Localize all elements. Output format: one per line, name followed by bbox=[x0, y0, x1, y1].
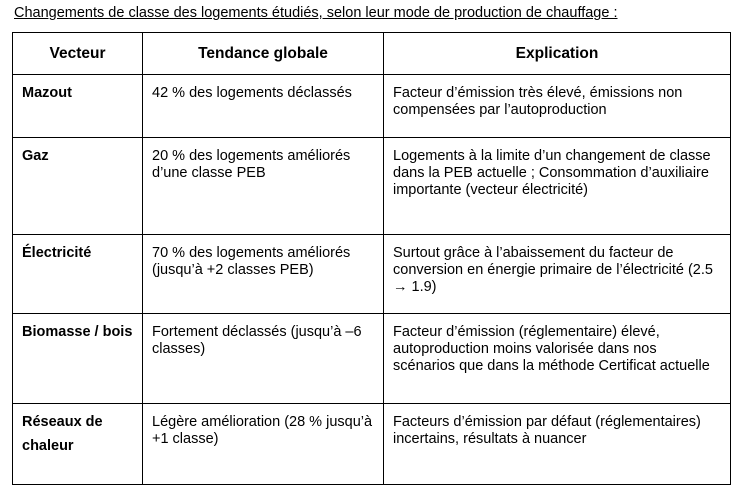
cell-explication: Facteurs d’émission par défaut (réglementaires) incertains, résultats à nuancer bbox=[384, 404, 731, 485]
cell-tendance: Légère amélioration (28 % jusqu’à +1 classe) bbox=[143, 404, 384, 485]
cell-tendance: 20 % des logements améliorés d’une classe PEB bbox=[143, 138, 384, 235]
heating-vector-table bbox=[12, 32, 731, 485]
cell-tendance: 42 % des logements déclassés bbox=[143, 75, 384, 138]
table-header-row bbox=[13, 33, 731, 75]
cell-vecteur: Réseaux de chaleur bbox=[13, 404, 143, 485]
cell-explication: Facteur d’émission (réglementaire) élevé, autoproduction moins valorisée dans nos scénarios que dans la méthode Certificat actuelle bbox=[384, 314, 731, 404]
cell-vecteur: Gaz bbox=[13, 138, 143, 235]
cell-tendance: Fortement déclassés (jusqu’à –6 classes) bbox=[143, 314, 384, 404]
header-explication: Explication bbox=[384, 33, 731, 75]
table-row bbox=[13, 75, 731, 138]
header-tendance: Tendance globale bbox=[143, 33, 384, 75]
cell-vecteur: Mazout bbox=[13, 75, 143, 138]
cell-vecteur: Électricité bbox=[13, 235, 143, 314]
table-row bbox=[13, 138, 731, 235]
table-row bbox=[13, 235, 731, 314]
table-row bbox=[13, 314, 731, 404]
cell-explication: Logements à la limite d’un changement de classe dans la PEB actuelle ; Consommation d’auxiliaire importante (vecteur électricité) bbox=[384, 138, 731, 235]
cell-vecteur: Biomasse / bois bbox=[13, 314, 143, 404]
header-vecteur: Vecteur bbox=[13, 33, 143, 75]
table-caption: Changements de classe des logements étudiés, selon leur mode de production de chauffage : bbox=[14, 5, 618, 21]
cell-explication: Surtout grâce à l’abaissement du facteur de conversion en énergie primaire de l’électricité (2.5 → 1.9) bbox=[384, 235, 731, 314]
cell-tendance: 70 % des logements améliorés (jusqu’à +2 classes PEB) bbox=[143, 235, 384, 314]
cell-explication: Facteur d’émission très élevé, émissions non compensées par l’autoproduction bbox=[384, 75, 731, 138]
table-row bbox=[13, 404, 731, 485]
